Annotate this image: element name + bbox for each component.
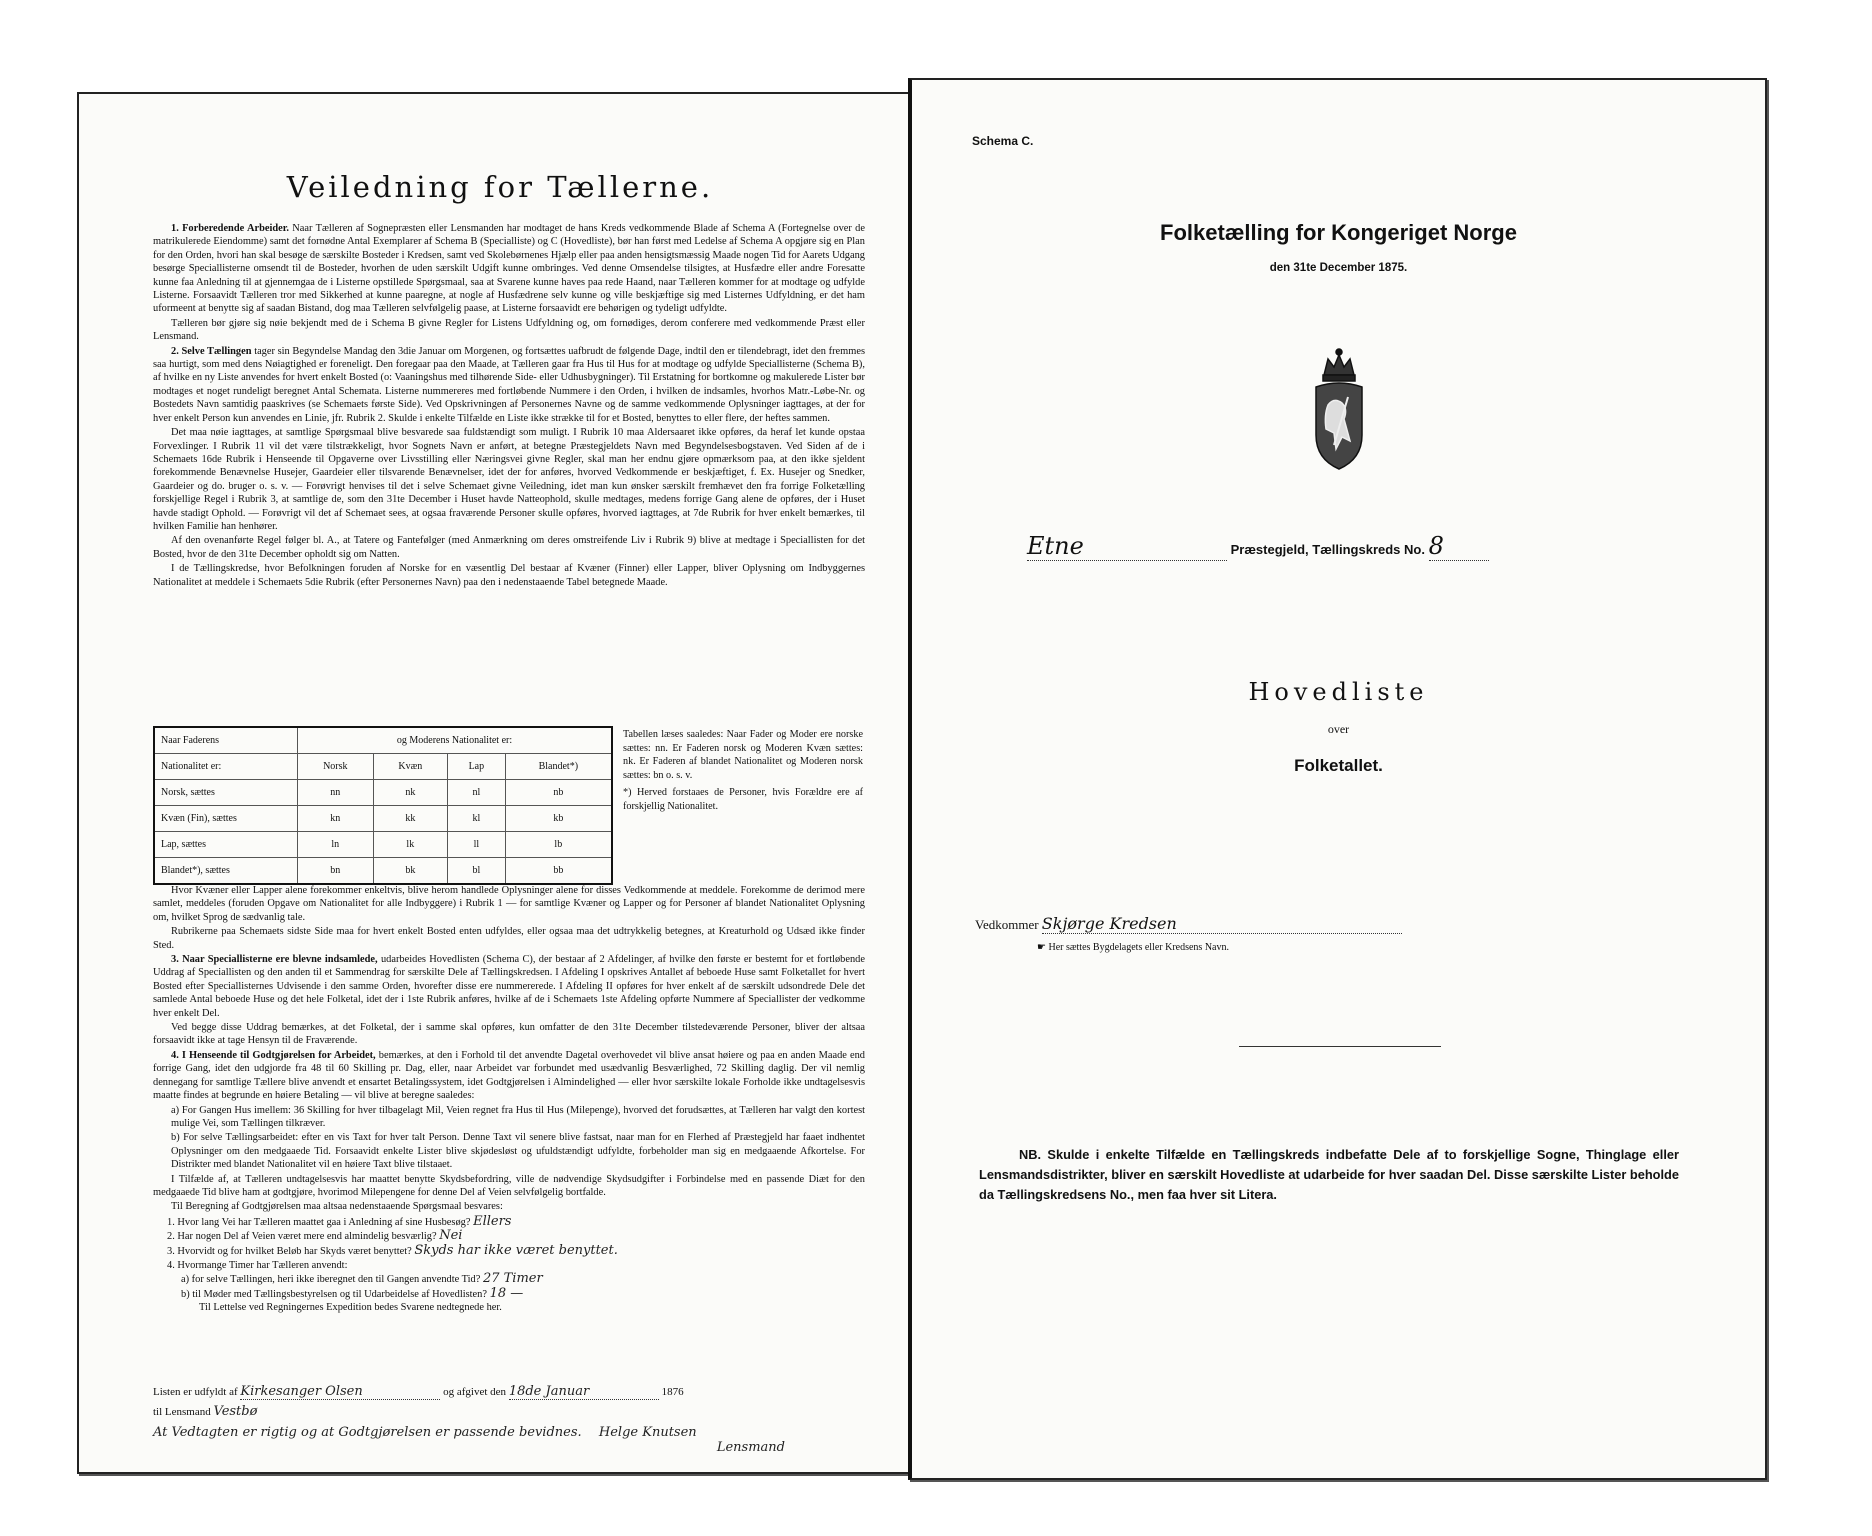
table-cell: kb <box>505 806 612 832</box>
over-text: over <box>1327 722 1350 736</box>
instructions-title: Veiledning for Tællerne. <box>286 170 714 204</box>
table-corner-top: Naar Faderens <box>154 727 298 754</box>
table-cell: nn <box>298 780 374 806</box>
question-item: b) til Møder med Tællingsbestyrelsen og til Udarbeidelse af Hovedlisten? 18 — <box>181 1285 524 1301</box>
table-row <box>154 832 612 858</box>
district-label: Præstegjeld, Tællingskreds No. <box>1230 542 1425 557</box>
column-header: Blandet*) <box>505 754 612 780</box>
row-label: Lap, sættes <box>154 832 298 858</box>
table-cell: nb <box>505 780 612 806</box>
table-cell: bb <box>505 858 612 885</box>
payment-item-a: a) For Gangen Hus imellem: 36 Skilling for hver tilbagelagt Mil, Veien regnet fra Hus til Hus (Milepenge), hvorved det forudsættes, at Tælleren har valgt den kortest mulige Vei, som Tællingen tilkræver. <box>171 1104 865 1129</box>
instructions-body <box>153 222 865 590</box>
table-footnote: *) Herved forstaaes de Personer, hvis Forældre ere af forskjellig Nationalitet. <box>623 787 863 812</box>
question-item: a) for selve Tællingen, heri ikke iberegnet den til Gangen anvendte Tid? 27 Timer <box>181 1271 543 1287</box>
table-cell: nk <box>373 780 447 806</box>
question-item: 1. Hvor lang Vei har Tælleren maattet gaa i Anledning af sine Husbesøg? Ellers <box>167 1213 512 1229</box>
lensmand-line: til Lensmand Vestbø <box>153 1404 258 1419</box>
census-title: Folketælling for Kongeriget Norge <box>1160 220 1517 245</box>
vedkommer-line <box>975 914 1675 934</box>
vedkommer-note: ☛ Her sættes Bygdelagets eller Kredsens Navn. <box>1037 942 1229 953</box>
handwritten-note: At Vedtagten er rigtig og at Godtgjørelsen er passende bevidnes. Helge Knutsen <box>153 1425 697 1440</box>
question-item: 3. Hvorvidt og for hvilket Beløb har Skyds været benyttet? Skyds har ikke været benyttet. <box>167 1242 618 1258</box>
section-3b: Ved begge disse Uddrag bemærkes, at det Folketal, der i samme skal opføres, kun omfatter de den 31te December tilstedeværende Personer, bliver der altsaa forsaavidt ikke at tage Hensyn til de Fraværende. <box>153 1022 865 1047</box>
signature-line: Listen er udfyldt af Kirkesanger Olsen og afgivet den 18de Januar 1876 <box>153 1384 684 1399</box>
vedkommer-label: Vedkommer <box>975 917 1039 932</box>
table-cell: kk <box>373 806 447 832</box>
section-2: 2. Selve Tællingen tager sin Begyndelse Mandag den 3die Januar om Morgenen, og fortsættes uafbrudt de følgende Dage, indtil den er tilendebragt, idet den fremmes saa hurtigt, som med dens Nøiagtighed er foreneligt. Den foregaar paa den Maade, at Tælleren gaar fra Hus til Hus for at modtage og udfylde Speciallisterne (Schema B), af hvilke en ny Liste anvendes for hvert enkelt Bosted (o: Vaaningshus med tilhørende Side- eller Udhusbygninger). Til Erstatning for bortkomne og makulerede Lister bør modtages et noget rundeligt beregnet Antal Schemata. Listerne nummereres med fortløbende Nummere i den Orden, i hvilken de indsamles, hvorhos Matr.-Løbe-Nr. og Bostedets Navn samtidig paaskrives (se Schemaets første Side). Ved Opskrivningen af Personernes Navne og de samme vedkommende Oplysninger iagttages, at der for hver enkelt Person kun anvendes en Linie, jfr. Rubrik 2. Skulde i enkelte Tilfælde en Liste ikke strække til for et Bosted, benyttes to eller flere, der heftes sammen. <box>153 345 865 424</box>
table-row <box>154 858 612 885</box>
table-column-row <box>154 754 612 780</box>
section-1: 1. Forberedende Arbeider. Naar Tælleren af Sognepræsten eller Lensmanden har modtaget de hans Kreds vedkommende Blade af Schema A (Fortegnelse over de matrikulerede Eiendomme) samt det fornødne Antal Exemplarer af Schema B (Specialliste) og C (Hovedliste), bør han først med Ledelse af Schema A opgjøre sig en Plan for den Orden, hvori han skal besøge de særskilte Bosteder i Kredsen, samt ved Skolebørnenes Hjælp eller paa anden hensigtsmæssig Maade nogen Tid for Aarets Udgang besørge Speciallisterne omsendt til de Bosteder, hvorhen de uden særskilt Udgift kunne ombringes. Ved denne Omsendelse tilsigtes, at Husfædre eller andre Foresatte kunne faa Anledning til at gjennemgaa de i Listerne opstillede Spørgsmaal, saa at Svarene kunne haves paa rede Haand, naar Tælleren kommer for at modtage og udfylde Listerne. Forsaavidt Tælleren tror med Sikkerhed at kunne paaregne, at nogle af Husfædrene selv kunne og ville beskjæftige sig med Listernes Udfyldning, er det ham uformeent at benytte sig af saadan Bistand, dog maa Tælleren selvfølgelig paase, at Listerne forsaavidt ere behørigen og tydeligt udfyldte. <box>153 223 865 315</box>
table-corner-bottom: Nationalitet er: <box>154 754 298 780</box>
skyds-paragraph: I Tilfælde af, at Tælleren undtagelsesvis har maattet benytte Skydsbefordring, ville de nødvendige Skydsudgifter i Forbindelse med en passende Diæt for den medgaaede Tid blive ham at godtgjøre, hvorimod Milepengene for denne Del af Veien selvfølgelig bortfalde. <box>153 1173 865 1198</box>
table-row <box>154 806 612 832</box>
question-item: 2. Har nogen Del af Veien været mere end almindelig besværlig? Nei <box>167 1228 463 1244</box>
row-label: Kvæn (Fin), sættes <box>154 806 298 832</box>
pointing-hand-icon: ☛ <box>1037 942 1046 953</box>
table-cell: ln <box>298 832 374 858</box>
section-1b: Tælleren bør gjøre sig nøie bekjendt med de i Schema B givne Regler for Listens Udfyldning og, om fornødiges, derom conferere med vedkommende Præst eller Lensmand. <box>153 317 865 343</box>
question-item: 4. Hvormange Timer har Tælleren anvendt: <box>167 1259 348 1271</box>
population-heading: Folketallet. <box>1294 756 1383 775</box>
row-label: Blandet*), sættes <box>154 858 298 885</box>
district-number: 8 <box>1428 532 1444 560</box>
column-header: Norsk <box>298 754 374 780</box>
nb-note: NB. Skulde i enkelte Tilfælde en Tællingskreds indbefatte Dele af to forskjellige Sogne, Thinglage eller Lensmandsdistrikter, bliver en særskilt Hovedliste at udarbeide for hver saadan Del. Disse særskilte Lister beholde da Tællingskredsens No., men faa hver sit Litera. <box>979 1147 1679 1202</box>
questions-list <box>153 1215 865 1301</box>
section-2e: Hvor Kvæner eller Lapper alene forekommer enkeltvis, blive herom handlede Oplysninger alene for disses Vedkommende at meddele. Forekomme de derimod mere samlet, meddeles (foruden Opgave om Nationalitet for alle Indbyggere) i Rubrik 1 — for samtlige Kvæner og Lapper og for Personer af blandet Nationalitet Oplysning om, hvilket Sprog de sædvanlig tale. <box>153 885 865 923</box>
row-label: Norsk, sættes <box>154 780 298 806</box>
section-2c: Af den ovenanførte Regel følger bl. A., at Tatere og Fantefølger (med Anmærkning om deres omstreifende Liv i Rubrik 9) blive at medtage i Speciallisten for det Bosted, hvor de den 31te December opholdt sig om Natten. <box>153 535 865 560</box>
table-cell: kl <box>448 806 506 832</box>
enumerator-name: Kirkesanger Olsen <box>240 1384 440 1400</box>
parish-name: Etne <box>1027 532 1084 560</box>
handwritten-answer: Skyds har ikke været benyttet. <box>414 1242 618 1258</box>
section-2f: Rubrikerne paa Schemaets sidste Side maa for hvert enkelt Bosted enten udfyldes, eller ogsaa maa det udtrykkelig betegnes, at Kreaturhold og Udsæd ikke finder Sted. <box>153 926 865 951</box>
handwritten-answer: Ellers <box>473 1213 512 1229</box>
right-page <box>908 78 1767 1480</box>
payment-item-b: b) For selve Tællingsarbeidet: efter en vis Taxt for hver talt Person. Denne Taxt vil senere blive fastsat, naar man for en Flerhed af Præstegjeld har faaet indhentet Oplysninger om den medgaaede Tid. Forsaavidt enkelte Lister blive skjødesløst og ufuldstændigt udfyldte, forbeholder man sig en medgaaende Afkortelse. For Distrikter med blandet Nationalitet vil en høiere Taxt blive tilstaaet. <box>171 1132 865 1171</box>
section-4: 4. I Henseende til Godtgjørelsen for Arbeidet, bemærkes, at den i Forhold til det anvendte Dagetal overhovedet vil blive ansat høiere og paa en anden Maade end forrige Gang, idet den udgjorde fra 48 til 60 Skilling pr. Dag, eller, naar Arbeidet var forbundet med usædvanlig Besværlighed, 72 Skilling daglig. Der vil nemlig dennegang for samtlige Tællere blive anvendt et ensartet Betalingssystem, idet Godtgjørelsen i Almindelighed — eller hvor særskilte lokale Forholde ikke undtagelsesvis maatte findes at begrunde en høiere Betaling — vil blive at beregne saaledes: <box>153 1049 866 1102</box>
questions-intro: Til Beregning af Godtgjørelsen maa altsaa nedenstaaende Spørgsmaal besvares: <box>171 1201 503 1213</box>
table-row <box>154 780 612 806</box>
left-page <box>77 92 923 1474</box>
handwritten-answer: 27 Timer <box>482 1271 543 1287</box>
table-cell: kn <box>298 806 374 832</box>
section-2b: Det maa nøie iagttages, at samtlige Spørgsmaal blive besvarede saa fuldstændigt som muligt. I Rubrik 10 maa Aldersaaret ikke opføres, da heraf let kunde opstaa Forvexlinger. I Rubrik 11 vil det være tilstrækkeligt, hvor Sognets Navn er anført, at betegne Præstegjeldets Navn med Begyndelsesbogstaven. Ved Siden af de i Schemaets 16de Rubrik i Henseende til Opgaverne over Livsstilling eller Næringsvei givne Regler, skal man her endnu gjøre opmærksom paa, at den ikke sjeldent forekommende Benævnelse Husejer, Gaardeier eller tilsvarende Benævnelser, idet der for anføres, hvorved Vedkommende er beskjæftiget, f. Ex. Husejer og Snedker, Gaardeier og do. bruger o. s. v. — Forøvrigt henvises til det i selve Schemaet givne Veiledning, idet man kun ønsker særskilt fremhævet den fra forrige Folketælling forskjellige Regel i Rubrik 3, at samtlige de, som den 31te December i Huset havde Natteophold, skulle medtages, medens forrige Gang alene de opføres, der i Huset havde stadigt Ophold. — Forøvrigt vil det af Schemaet sees, at ogsaa fraværende Personer skulle opføres, hvorved iagttages, at 7de Rubrik for hver enkelt bemærkes, til hvilken Familie han henhører. <box>153 427 865 532</box>
table-explanation <box>623 728 863 813</box>
official-title: Lensmand <box>716 1440 785 1455</box>
schema-label: Schema C. <box>972 134 1034 148</box>
column-header: Lap <box>448 754 506 780</box>
handwritten-answer: 18 — <box>489 1285 524 1301</box>
table-header-row <box>154 727 612 754</box>
table-cell: lb <box>505 832 612 858</box>
instructions-body-continued <box>153 884 865 1316</box>
lensmand-name: Vestbø <box>213 1404 258 1419</box>
census-date: den 31te December 1875. <box>1269 262 1408 274</box>
handwritten-answer: Nei <box>439 1228 463 1244</box>
divider <box>1239 1046 1441 1047</box>
left-page-content <box>113 134 887 1455</box>
closing-text: Til Lettelse ved Regningernes Expedition bedes Svarene nedtegnede her. <box>199 1302 502 1314</box>
table-cell: lk <box>373 832 447 858</box>
table-cell: nl <box>448 780 506 806</box>
norway-coat-of-arms-icon <box>1304 345 1374 480</box>
official-signature: Helge Knutsen <box>598 1425 697 1440</box>
table-cell: ll <box>448 832 506 858</box>
nationality-table-section <box>153 726 865 876</box>
table-cell: bl <box>448 858 506 885</box>
table-cell: bk <box>373 858 447 885</box>
district-line <box>1027 532 1667 561</box>
main-list-heading: Hovedliste <box>1248 678 1429 706</box>
section-3: 3. Naar Speciallisterne ere blevne indsamlede, udarbeides Hovedlisten (Schema C), der bestaar af 2 Afdelinger, af hvilke den første er bestemt for et fortløbende Uddrag af Speciallisten og den anden til et Sammendrag for særskilte Dele af Tællingskredsen. I Afdeling I opskrives Antallet af beboede Huse samt Folketallet for hvert Bosted efter Speciallisternes Udvisende i den samme Orden, hvorefter disse ere nummererede. I Afdeling II opføres for hver enkelt af de særskilt udsondrede Dele det samlede Antal beboede Huse og det hele Folketal, idet der i 1ste Rubrik anføres, hvilke af de i Schemaets 1ste Afdeling opførte Nummere af Speciallister der vedkomme hver enkelt Del. <box>153 954 865 1019</box>
column-header: Kvæn <box>373 754 447 780</box>
submission-date: 18de Januar <box>509 1384 659 1400</box>
table-group-header: og Moderens Nationalitet er: <box>298 727 613 754</box>
section-2d: I de Tællingskredse, hvor Befolkningen foruden af Norske for en væsentlig Del bestaar af Kvæner (Finner) eller Lapper, bliver Oplysning om Indbyggernes Nationalitet at meddele i Schemaets 5die Rubrik (efter Personernes Navn) paa den i nedenstaaende Tabel betegnede Maade. <box>153 563 865 588</box>
table-cell: bn <box>298 858 374 885</box>
vedkommer-value: Skjørge Kredsen <box>1042 914 1402 934</box>
table-note: Tabellen læses saaledes: Naar Fader og Moder ere norske sættes: nn. Er Faderen norsk og Moderen Kvæn sættes: nk. Er Faderen af blandet Nationalitet og Moderen norsk sættes: bn o. s. v. <box>623 729 863 781</box>
nationality-table <box>153 726 613 885</box>
